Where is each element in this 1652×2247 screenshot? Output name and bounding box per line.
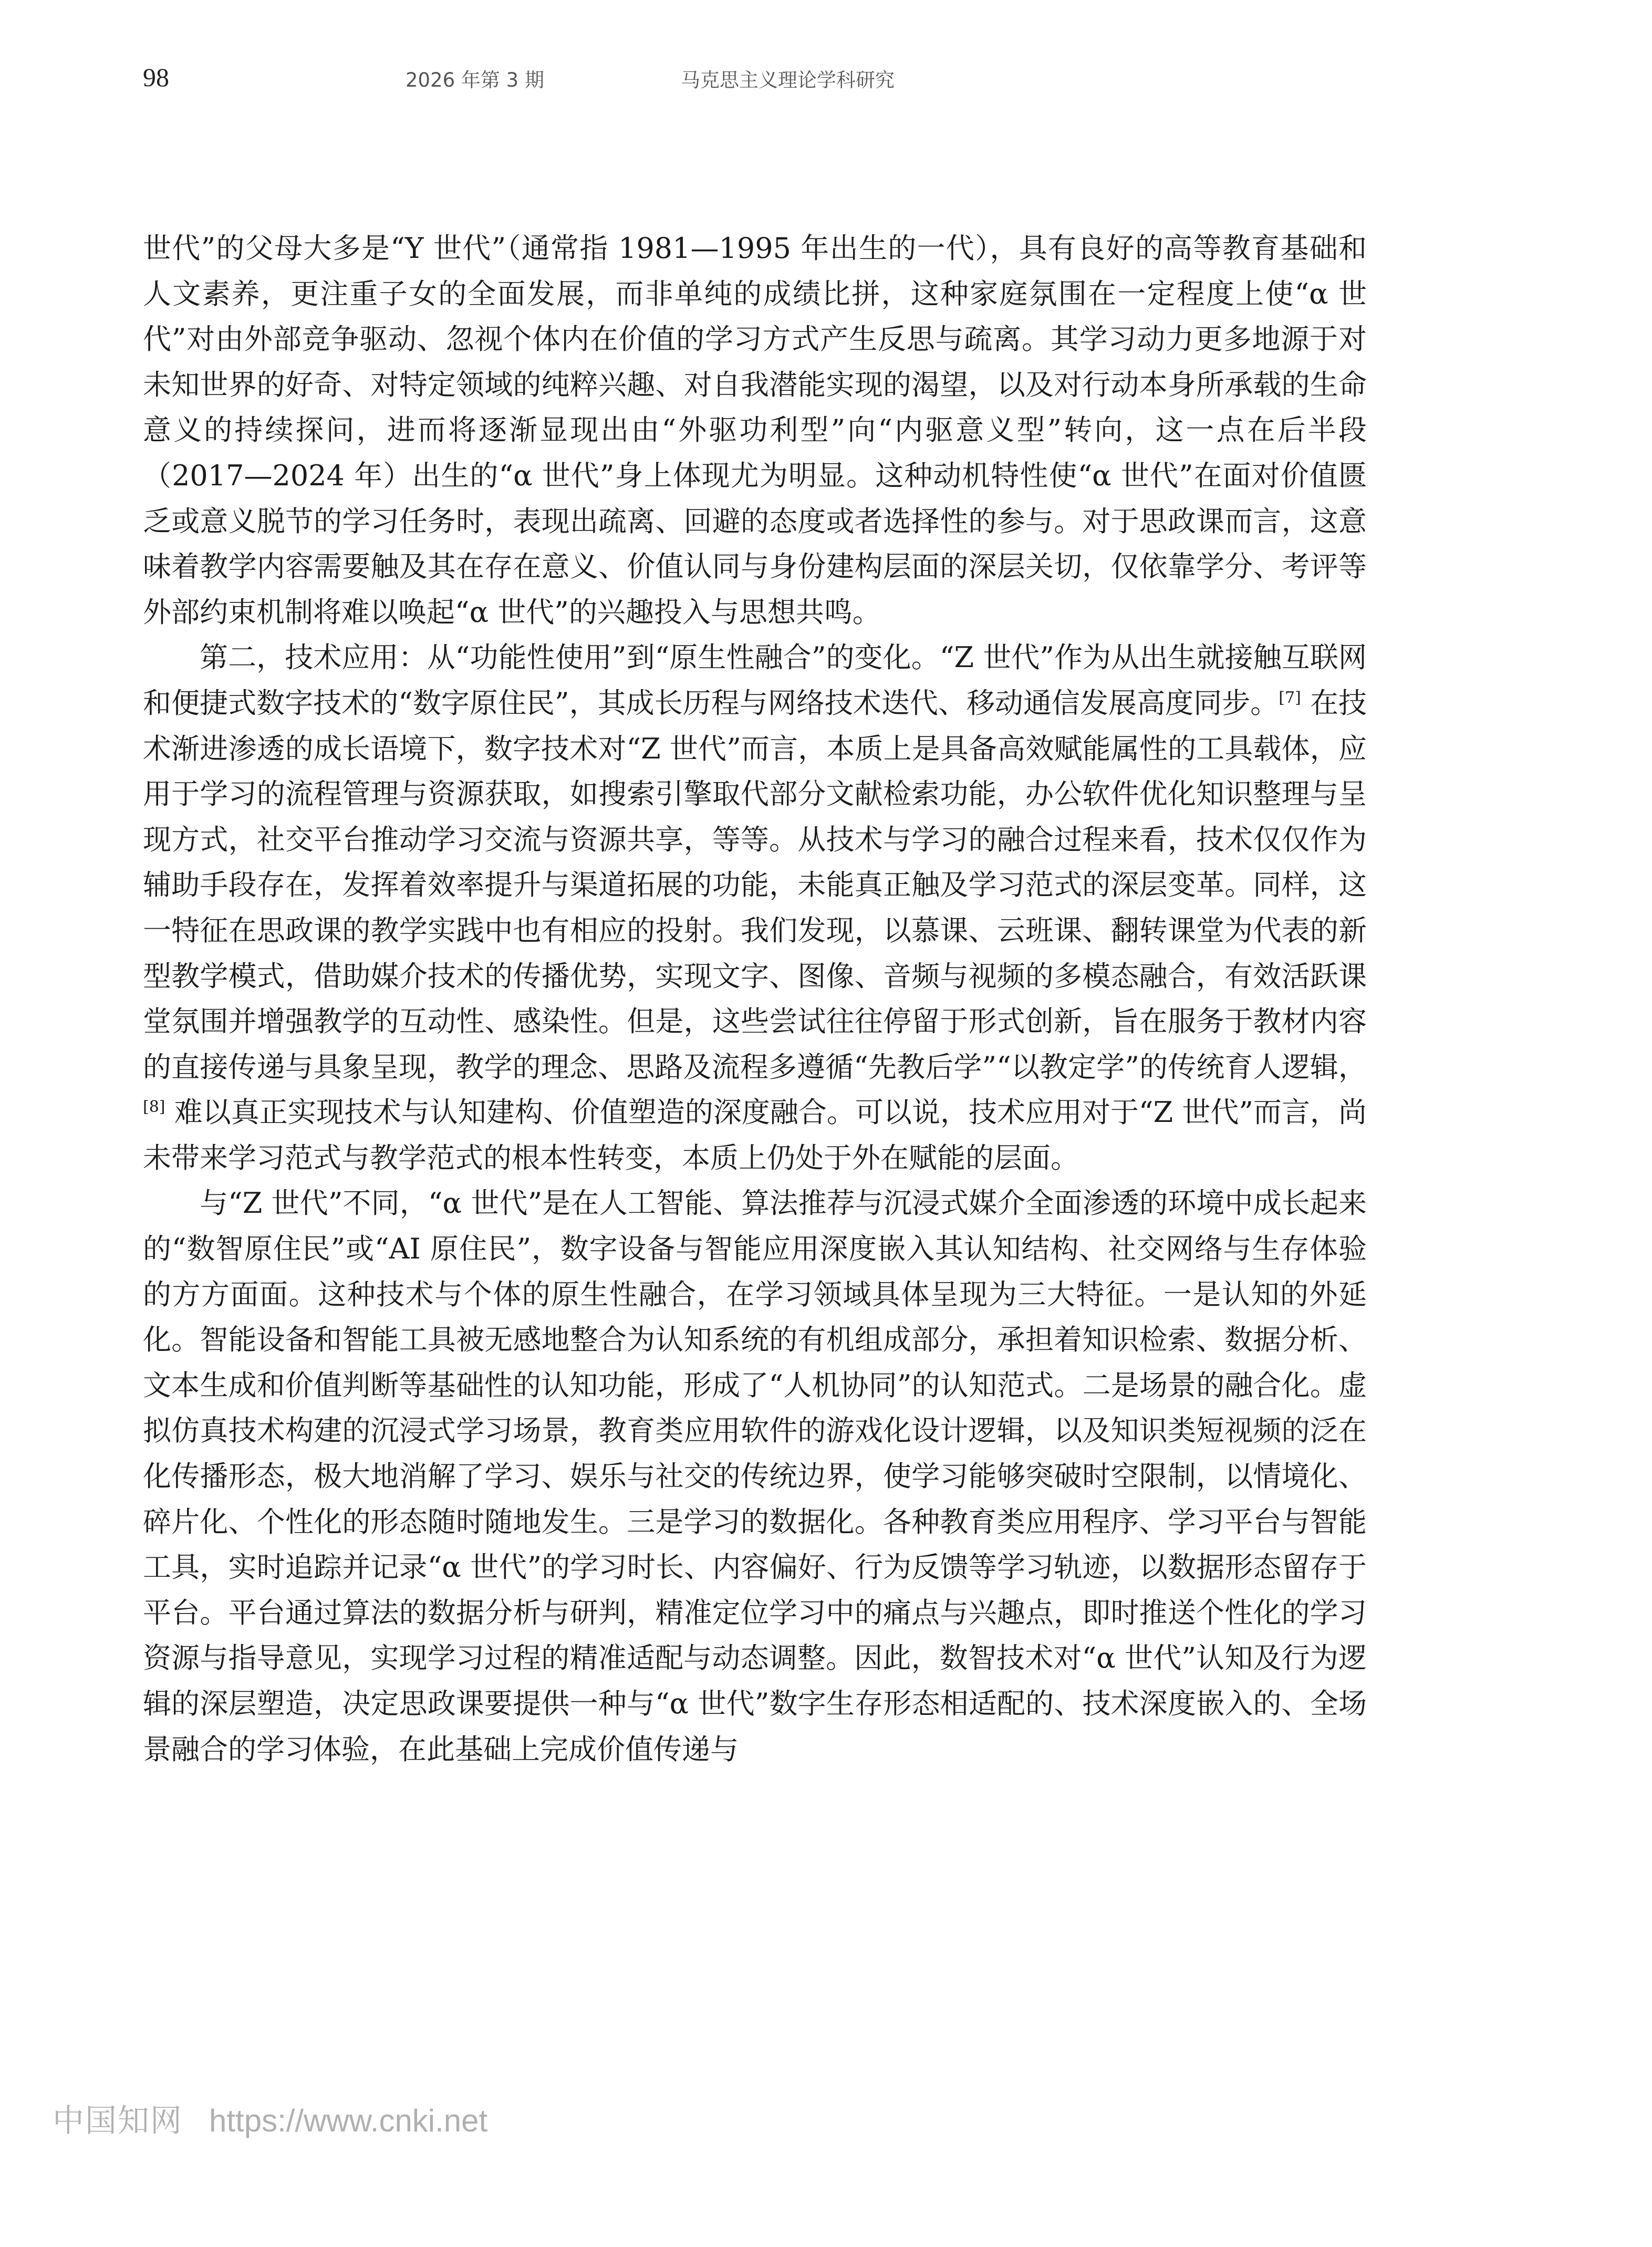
paragraph-text: 在技术渐进渗透的成长语境下，数字技术对“Z 世代”而言，本质上是具备高效赋能属性的工具载体，应用于学习的流程管理与资源获取，如搜索引擎取代部分文献检索功能，办公软件优化知识整理与呈现方式，社交平台推动学习交流与资源共享，等等。从技术与学习的融合过程来看，技术仅仅作为辅助手段存在，发挥着效率提升与渠道拓展的功能，未能真正触及学习范式的深层变革。同样，这一特征在思政课的教学实践中也有相应的投射。我们发现，以慕课、云班课、翻转课堂为代表的新型教学模式，借助媒介技术的传播优势，实现文字、图像、音频与视频的多模态融合，有效活跃课堂氛围并增强教学的互动性、感染性。但是，这些尝试往往停留于形式创新，旨在服务于教材内容的直接传递与具象呈现，教学的理念、思路及流程多遵循“先教后学”“以教定学”的传统育人逻辑， [143,686,1367,1084]
page-number: 98 [143,63,169,92]
paragraph-text: 世代”的父母大多是“Y 世代”（通常指 1981—1995 年出生的一代），具有良好的高等教育基础和人文素养，更注重子女的全面发展，而非单纯的成绩比拼，这种家庭氛围在一定程度上使“α 世代”对由外部竞争驱动、忽视个体内在价值的学习方式产生反思与疏离。其学习动力更多地源于对未知世界的好奇、对特定领域的纯粹兴趣、对自我潜能实现的渴望，以及对行动本身所承载的生命意义的持续探问，进而将逐渐显现出由“外驱功利型”向“内驱意义型”转向，这一点在后半段（2017—2024 年）出生的“α 世代”身上体现尤为明显。这种动机特性使“α 世代”在面对价值匮乏或意义脱节的学习任务时，表现出疏离、回避的态度或者选择性的参与。对于思政课而言，这意味着教学内容需要触及其在存在意义、价值认同与身份建构层面的深层关切，仅依靠学分、考评等外部约束机制将难以唤起“α 世代”的兴趣投入与思想共鸣。 [143,232,1367,629]
issue-label: 2026 年第 3 期 [406,69,544,91]
body-paragraph [143,226,1367,635]
watermark-url: https://www.cnki.net [209,2103,488,2138]
body-paragraph [143,1181,1367,1772]
article-body [143,226,1367,1772]
page-header [0,62,1652,104]
watermark-brand: 中国知网 [53,2103,183,2139]
body-paragraph [143,635,1367,1181]
citation-marker: [7] [1279,688,1301,707]
citation-marker: [8] [143,1098,165,1117]
paragraph-text: 第二，技术应用：从“功能性使用”到“原生性融合”的变化。“Z 世代”作为从出生就接触互联网和便捷式数字技术的“数字原住民”，其成长历程与网络技术迭代、移动通信发展高度同步。 [143,641,1367,720]
journal-title: 马克思主义理论学科研究 [681,69,895,91]
cnki-watermark [53,2096,487,2148]
paragraph-text: 与“Z 世代”不同，“α 世代”是在人工智能、算法推荐与沉浸式媒介全面渗透的环境中成长起来的“数智原住民”或“AI 原住民”，数字设备与智能应用深度嵌入其认知结构、社交网络与生存体验的方方面面。这种技术与个体的原生性融合，在学习领域具体呈现为三大特征。一是认知的外延化。智能设备和智能工具被无感地整合为认知系统的有机组成部分，承担着知识检索、数据分析、文本生成和价值判断等基础性的认知功能，形成了“人机协同”的认知范式。二是场景的融合化。虚拟仿真技术构建的沉浸式学习场景，教育类应用软件的游戏化设计逻辑，以及知识类短视频的泛在化传播形态，极大地消解了学习、娱乐与社交的传统边界，使学习能够突破时空限制，以情境化、碎片化、个性化的形态随时随地发生。三是学习的数据化。各种教育类应用程序、学习平台与智能工具，实时追踪并记录“α 世代”的学习时长、内容偏好、行为反馈等学习轨迹，以数据形态留存于平台。平台通过算法的数据分析与研判，精准定位学习中的痛点与兴趣点，即时推送个性化的学习资源与指导意见，实现学习过程的精准适配与动态调整。因此，数智技术对“α 世代”认知及行为逻辑的深层塑造，决定思政课要提供一种与“α 世代”数字生存形态相适配的、技术深度嵌入的、全场景融合的学习体验，在此基础上完成价值传递与 [143,1187,1367,1766]
paragraph-text: 难以真正实现技术与认知建构、价值塑造的深度融合。可以说，技术应用对于“Z 世代”而言，尚未带来学习范式与教学范式的根本性转变，本质上仍处于外在赋能的层面。 [143,1096,1367,1174]
